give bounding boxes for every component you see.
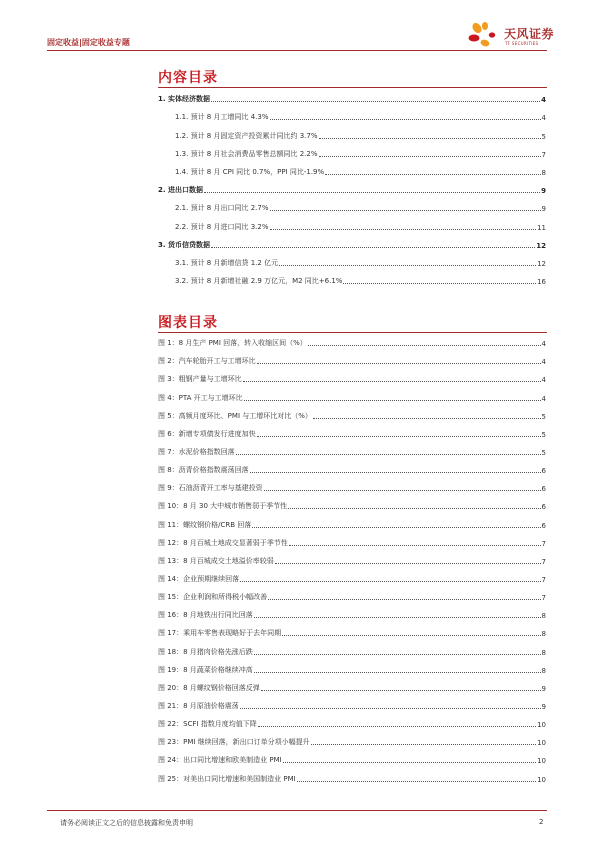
figure-entry[interactable] (158, 366, 546, 384)
figure-entry[interactable] (158, 475, 546, 493)
figure-entry-text: 图 19：8 月蔬菜价格继续冲高 (158, 665, 253, 674)
figure-entry-page: 8 (541, 666, 546, 675)
figure-entry-page: 10 (537, 721, 546, 730)
toc-entry-page: 16 (537, 278, 546, 287)
figure-entry-page: 9 (541, 702, 546, 711)
figure-entry-page: 4 (541, 358, 546, 367)
dot-leader (282, 634, 540, 636)
figure-entry-text: 图 13：8 月百城成交土地溢价率较弱 (158, 556, 274, 565)
toc-entry[interactable] (158, 141, 546, 159)
figure-entry[interactable] (158, 765, 546, 783)
figure-entry-text: 图 5：高频月度环比、PMI 与工增环比对比（%） (158, 411, 312, 420)
figure-entry[interactable] (158, 530, 546, 548)
figure-entry[interactable] (158, 675, 546, 693)
toc-entry-text: 2.2. 预计 8 月进口同比 3.2% (175, 222, 269, 231)
figure-entry[interactable] (158, 439, 546, 457)
figure-entry-text: 图 23：PMI 继续回落，新出口订单分项小幅提升 (158, 738, 310, 747)
toc-entry-text: 2.1. 预计 8 月出口同比 2.7% (175, 204, 269, 213)
dot-leader (270, 118, 541, 120)
figures-title: 图表目录 (158, 315, 218, 331)
toc-title: 内容目录 (158, 70, 218, 86)
dot-leader (268, 598, 540, 600)
figure-entry-page: 7 (541, 575, 546, 584)
figure-entry[interactable] (158, 638, 546, 656)
dot-leader (270, 209, 541, 211)
toc-entry-page: 9 (541, 187, 546, 196)
dot-leader (297, 780, 536, 782)
toc-entry-text: 1.4. 预计 8 月 CPI 同比 0.7%，PPI 同比-1.9% (175, 167, 325, 176)
toc-entry-page: 12 (536, 241, 546, 250)
figure-entry-text: 图 7：水泥价格指数回落 (158, 447, 235, 456)
figure-entry-page: 7 (541, 557, 546, 566)
dot-leader (258, 725, 536, 727)
figure-entry-page: 7 (541, 594, 546, 603)
dot-leader (211, 100, 540, 102)
toc-entry[interactable] (158, 195, 546, 213)
figure-entry-page: 4 (541, 394, 546, 403)
figure-entry-text: 图 14：企业预期继续回落 (158, 574, 240, 583)
toc-entry[interactable] (158, 268, 546, 286)
dot-leader (244, 399, 541, 401)
dot-leader (240, 707, 541, 709)
page-number: 2 (539, 818, 544, 826)
toc-entry-page: 8 (541, 168, 546, 177)
dot-leader (313, 417, 541, 419)
dot-leader (254, 671, 541, 673)
figure-entry[interactable] (158, 548, 546, 566)
logo-chinese-name: 天风证券 (504, 27, 555, 41)
dot-leader (311, 743, 536, 745)
toc-entry[interactable] (158, 104, 546, 122)
dot-leader (279, 264, 536, 266)
dot-leader (283, 761, 536, 763)
figure-entry[interactable] (158, 511, 546, 529)
dot-leader (261, 689, 541, 691)
figure-entry[interactable] (158, 457, 546, 475)
figure-entry[interactable] (158, 711, 546, 729)
toc-entry-text: 3. 货币信贷数据 (158, 240, 210, 249)
dot-leader (240, 580, 540, 582)
toc-entry[interactable] (158, 86, 546, 104)
toc-entry-page: 7 (541, 150, 546, 159)
dot-leader (250, 471, 541, 473)
figures-list (158, 330, 546, 784)
figure-entry-page: 6 (541, 467, 546, 476)
dot-leader (254, 653, 541, 655)
header-divider (47, 50, 547, 51)
dot-leader (319, 155, 541, 157)
figure-entry[interactable] (158, 729, 546, 747)
dot-leader (319, 137, 541, 139)
figure-entry[interactable] (158, 348, 546, 366)
toc-entry[interactable] (158, 122, 546, 140)
company-logo (468, 22, 568, 48)
figure-entry-page: 6 (541, 521, 546, 530)
toc-entry-text: 3.2. 预计 8 月新增社融 2.9 万亿元，M2 同比+6.1% (175, 277, 343, 286)
figure-entry[interactable] (158, 493, 546, 511)
figure-entry-text: 图 3：粗钢产量与工增环比 (158, 375, 242, 384)
figure-entry-text: 图 1：8 月生产 PMI 回落，转入收缩区间（%） (158, 339, 307, 348)
figure-entry-page: 9 (541, 684, 546, 693)
figure-entry[interactable] (158, 657, 546, 675)
dot-leader (264, 489, 541, 491)
toc-entry-page: 11 (537, 223, 546, 232)
figure-entry-text: 图 12：8 月百城土地成交显著弱于季节性 (158, 538, 288, 547)
figure-entry-page: 5 (541, 412, 546, 421)
figure-entry[interactable] (158, 330, 546, 348)
figure-entry-text: 图 4：PTA 开工与工增环比 (158, 393, 243, 402)
figure-entry-text: 图 17：乘用车零售表现略好于去年同期 (158, 629, 282, 638)
toc-entry[interactable] (158, 177, 546, 195)
figure-entry[interactable] (158, 693, 546, 711)
figure-entry[interactable] (158, 403, 546, 421)
footer-disclaimer: 请务必阅读正文之后的信息披露和免责申明 (60, 819, 193, 827)
figure-entry[interactable] (158, 747, 546, 765)
toc-entry-page: 4 (541, 114, 546, 123)
figure-entry-page: 5 (541, 430, 546, 439)
figure-entry-page: 8 (541, 648, 546, 657)
toc-entry-text: 1.2. 预计 8 月固定资产投资累计同比约 3.7% (175, 131, 318, 140)
dot-leader (204, 191, 540, 193)
dot-leader (211, 246, 535, 248)
dot-leader (288, 507, 540, 509)
toc-entry-page: 4 (541, 96, 546, 105)
figure-entry-text: 图 2：汽车轮胎开工与工增环比 (158, 357, 256, 366)
figure-entry-text: 图 24：出口同比增速和欧美制造业 PMI (158, 756, 282, 765)
dot-leader (270, 228, 537, 230)
figure-entry-page: 10 (537, 775, 546, 784)
toc-entry[interactable] (158, 232, 546, 250)
dot-leader (325, 173, 540, 175)
figure-entry-text: 图 22：SCFI 指数月度均值下降 (158, 720, 257, 729)
figure-entry-page: 10 (537, 757, 546, 766)
logo-mark-icon (468, 22, 502, 48)
figure-entry-page: 10 (537, 739, 546, 748)
figure-entry-text: 图 10：8 月 30 大中城市销售弱于季节性 (158, 502, 288, 511)
toc-entry-text: 1.3. 预计 8 月社会消费品零售总额同比 2.2% (175, 149, 318, 158)
figure-entry-page: 6 (541, 503, 546, 512)
figure-entry-page: 4 (541, 376, 546, 385)
figure-entry[interactable] (158, 384, 546, 402)
figure-entry-text: 图 21：8 月原油价格震荡 (158, 701, 239, 710)
dot-leader (254, 616, 541, 618)
figure-entry[interactable] (158, 584, 546, 602)
figure-entry-text: 图 20：8 月螺纹钢价格回落反弹 (158, 683, 260, 692)
toc-entry[interactable] (158, 159, 546, 177)
toc-entry[interactable] (158, 250, 546, 268)
figure-entry-text: 图 16：8 月地铁出行同比回落 (158, 611, 253, 620)
figure-entry-text: 图 25：对美出口同比增速和美国制造业 PMI (158, 774, 296, 783)
dot-leader (275, 562, 541, 564)
figure-entry[interactable] (158, 620, 546, 638)
figure-entry-text: 图 15：企业利润和所得税小幅改善 (158, 593, 268, 602)
toc-list (158, 86, 546, 286)
figure-entry-page: 7 (541, 539, 546, 548)
figure-entry[interactable] (158, 602, 546, 620)
figure-entry-text: 图 9：石油沥青开工率与基建投资 (158, 484, 263, 493)
dot-leader (289, 544, 541, 546)
figure-entry-text: 图 18：8 月猪肉价格先涨后跌 (158, 647, 253, 656)
dot-leader (343, 282, 536, 284)
figure-entry[interactable] (158, 421, 546, 439)
figure-entry-page: 5 (541, 448, 546, 457)
toc-entry-text: 3.1. 预计 8 月新增信贷 1.2 亿元 (175, 258, 279, 267)
toc-entry-page: 9 (541, 205, 546, 214)
dot-leader (308, 344, 541, 346)
logo-english-name: TF SECURITIES (505, 41, 539, 46)
dot-leader (243, 380, 541, 382)
header-section-label: 固定收益|固定收益专题 (47, 38, 130, 47)
figure-entry-page: 8 (541, 612, 546, 621)
figure-entry[interactable] (158, 566, 546, 584)
dot-leader (257, 362, 541, 364)
toc-entry-page: 12 (537, 259, 546, 268)
toc-entry[interactable] (158, 213, 546, 231)
figure-entry-text: 图 8：沥青价格指数震荡回落 (158, 466, 249, 475)
dot-leader (236, 453, 541, 455)
figure-entry-text: 图 6：新增专项债发行进度加快 (158, 429, 256, 438)
dot-leader (257, 435, 541, 437)
figure-entry-page: 4 (541, 340, 546, 349)
figure-entry-page: 6 (541, 485, 546, 494)
figure-entry-text: 图 11：螺纹钢价格/CRB 回落 (158, 520, 252, 529)
toc-entry-page: 5 (541, 132, 546, 141)
toc-entry-text: 1.1. 预计 8 月工增同比 4.3% (175, 113, 269, 122)
figure-entry-page: 8 (541, 630, 546, 639)
toc-entry-text: 2. 进出口数据 (158, 186, 203, 195)
toc-entry-text: 1. 实体经济数据 (158, 95, 210, 104)
footer-divider (47, 810, 547, 811)
dot-leader (252, 526, 540, 528)
